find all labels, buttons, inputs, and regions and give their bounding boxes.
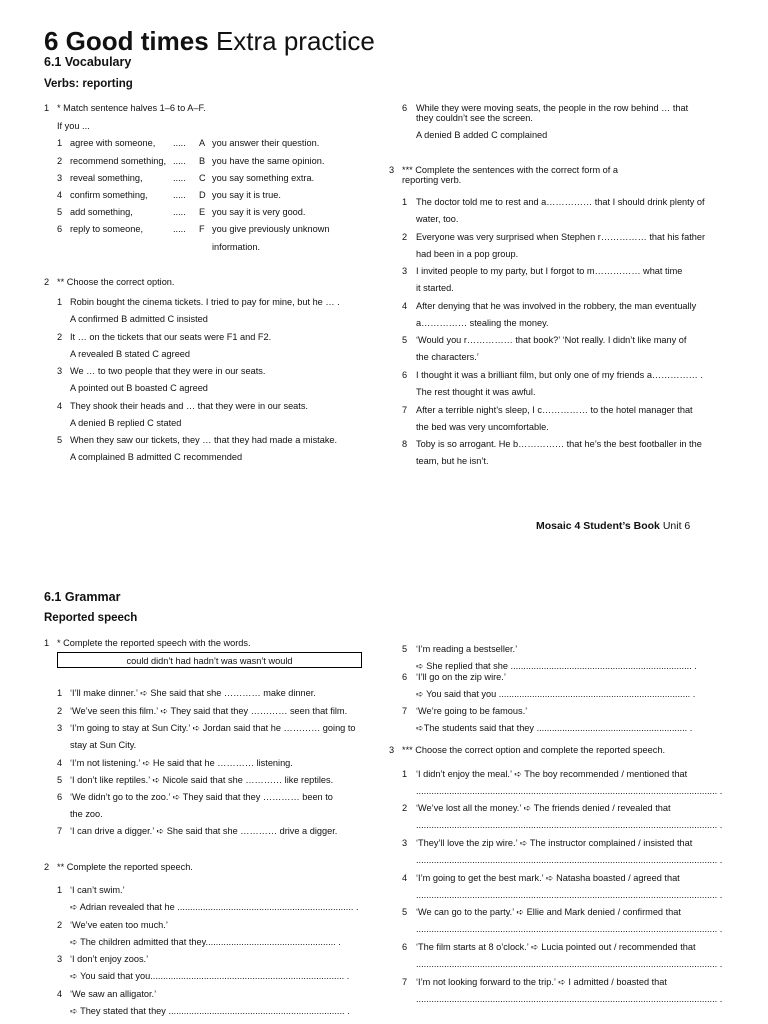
item-number: 7: [57, 826, 63, 836]
item-text: add something,: [70, 207, 133, 217]
item-number: 4: [402, 873, 408, 883]
item-number: 4: [57, 190, 63, 200]
item-options: A denied B added C complained: [416, 130, 548, 140]
word-box: could didn’t had hadn’t was wasn’t would: [57, 652, 362, 668]
ex-number: 1: [44, 638, 50, 648]
item-number: 3: [57, 173, 63, 183]
item-sentence-cont: the bed was very uncomfortable.: [416, 422, 549, 432]
item-number: 2: [57, 332, 63, 342]
item-options: A denied B replied C stated: [70, 418, 182, 428]
answer-blank: .....: [173, 190, 186, 200]
item-number: 1: [402, 197, 408, 207]
item-answer-line: ➪ The children admitted that they................................................... .: [70, 937, 341, 947]
item-answer-line: ➪The students said that they ........................................................... .: [416, 723, 693, 733]
item-sentence: After denying that he was involved in the robbery, the man eventually: [416, 301, 697, 311]
item-sentence: ‘I’m not looking forward to the trip.’ ➪ I admitted / boasted that: [416, 977, 667, 987]
option-letter: E: [199, 207, 206, 217]
item-sentence-cont: team, but he isn’t.: [416, 456, 489, 466]
item-sentence: ‘We’ve lost all the money.’ ➪ The friends denied / revealed that: [416, 803, 671, 813]
page-title: [44, 26, 375, 57]
instruction-cont: reporting verb.: [402, 175, 462, 185]
answer-blank: .....: [173, 224, 186, 234]
item-number: 1: [57, 297, 63, 307]
item-answer-line: ➪ She replied that she ....................................................................... .: [416, 661, 697, 671]
option-text: you say it is very good.: [212, 207, 306, 217]
item-sentence: ‘I’m going to get the best mark.’ ➪ Natasha boasted / agreed that: [416, 873, 680, 883]
answer-blank: .....: [173, 173, 186, 183]
item-number: 4: [57, 401, 63, 411]
item-number: 1: [57, 138, 63, 148]
item-options: A pointed out B boasted C agreed: [70, 383, 208, 393]
option-letter: F: [199, 224, 205, 234]
item-sentence: Toby is so arrogant. He b…………… that he’s the best footballer in the: [416, 439, 702, 449]
item-question: While they were moving seats, the people in the row behind … that: [416, 103, 689, 113]
option-text: you have the same opinion.: [212, 156, 325, 166]
answer-line: ...................................................................................................................... .: [416, 994, 723, 1004]
ex-number: 3: [389, 745, 395, 755]
answer-blank: .....: [173, 156, 186, 166]
item-sentence: ‘Would you r…………… that book?’ ‘Not really. I didn’t like many of: [416, 335, 687, 345]
item-number: 5: [57, 775, 63, 785]
item-sentence: After a terrible night’s sleep, I c…………… to the hotel manager that: [416, 405, 693, 415]
item-sentence: ‘I can drive a digger.’ ➪ She said that she ………… drive a digger.: [70, 826, 338, 836]
vocab-heading: 6.1 Vocabulary: [44, 55, 132, 69]
ex-number: 2: [44, 277, 50, 287]
item-sentence-cont: the zoo.: [70, 809, 103, 819]
item-quote: ‘We’re going to be famous.’: [416, 706, 528, 716]
answer-line: ...................................................................................................................... .: [416, 820, 723, 830]
item-number: 8: [402, 439, 408, 449]
item-number: 5: [57, 207, 63, 217]
item-sentence-cont: the characters.’: [416, 352, 479, 362]
item-number: 5: [57, 435, 63, 445]
item-quote: ‘I can’t swim.’: [70, 885, 125, 895]
item-sentence: ‘They’ll love the zip wire.’ ➪ The instructor complained / insisted that: [416, 838, 693, 848]
item-answer-line: ➪ They stated that they ..................................................................... .: [70, 1006, 350, 1016]
item-quote: ‘We saw an alligator.’: [70, 989, 157, 999]
item-question: It … on the tickets that our seats were F1 and F2.: [70, 332, 272, 342]
instruction: ** Choose the correct option.: [57, 277, 175, 287]
vocab-subheading: Verbs: reporting: [44, 78, 133, 90]
item-question: Robin bought the cinema tickets. I tried to pay for mine, but he … .: [70, 297, 340, 307]
item-sentence: ‘I’m going to stay at Sun City.’ ➪ Jordan said that he ………… going to: [70, 723, 356, 733]
ex-number: 1: [44, 103, 50, 113]
item-sentence: I invited people to my party, but I forgot to m…………… what time: [416, 266, 683, 276]
item-question: We … to two people that they were in our seats.: [70, 366, 266, 376]
item-sentence: ‘The film starts at 8 o’clock.’ ➪ Lucia pointed out / recommended that: [416, 942, 696, 952]
item-text: recommend something,: [70, 156, 167, 166]
item-quote: ‘I’m reading a bestseller.’: [416, 644, 518, 654]
item-number: 6: [402, 942, 408, 952]
item-number: 3: [57, 954, 63, 964]
answer-line: ...................................................................................................................... .: [416, 924, 723, 934]
footer: [536, 520, 690, 532]
item-answer-line: ➪ Adrian revealed that he ..................................................................... .: [70, 902, 359, 912]
item-number: 6: [402, 370, 408, 380]
item-number: 4: [57, 758, 63, 768]
item-sentence: ‘We’ve seen this film.’ ➪ They said that they ………… seen that film.: [70, 706, 348, 716]
instruction: * Match sentence halves 1–6 to A–F.: [57, 103, 206, 113]
item-sentence: Everyone was very surprised when Stephen r…………… that his father: [416, 232, 706, 242]
item-text: reply to someone,: [70, 224, 144, 234]
item-options: A confirmed B admitted C insisted: [70, 314, 208, 324]
item-sentence: ‘I’ll make dinner.’ ➪ She said that she ………… make dinner.: [70, 688, 316, 698]
item-number: 2: [57, 920, 63, 930]
item-sentence-cont: a…………… stealing the money.: [416, 318, 549, 328]
title-bold: 6 Good times: [44, 26, 209, 56]
grammar-subheading: Reported speech: [44, 612, 138, 624]
answer-blank: .....: [173, 207, 186, 217]
item-quote: ‘I don’t enjoy zoos.’: [70, 954, 149, 964]
item-number: 1: [57, 885, 63, 895]
option-letter: A: [199, 138, 206, 148]
item-question: When they saw our tickets, they … that they had made a mistake.: [70, 435, 338, 445]
item-sentence-cont: stay at Sun City.: [70, 740, 137, 750]
match-continuation: information.: [212, 242, 261, 252]
item-text: reveal something,: [70, 173, 143, 183]
item-number: 6: [402, 672, 408, 682]
item-sentence: ‘We can go to the party.’ ➪ Ellie and Mark denied / confirmed that: [416, 907, 681, 917]
item-number: 7: [402, 405, 408, 415]
item-sentence-cont: had been in a pop group.: [416, 249, 519, 259]
item-quote: ‘I’ll go on the zip wire.’: [416, 672, 506, 682]
item-sentence: ‘I’m not listening.’ ➪ He said that he ………… listening.: [70, 758, 293, 768]
item-question: They shook their heads and … that they were in our seats.: [70, 401, 308, 411]
item-number: 4: [402, 301, 408, 311]
answer-line: ...................................................................................................................... .: [416, 890, 723, 900]
item-number: 1: [57, 688, 63, 698]
item-number: 3: [57, 723, 63, 733]
item-quote: ‘We’ve eaten too much.’: [70, 920, 168, 930]
instruction: ** Complete the reported speech.: [57, 862, 193, 872]
book-name: Mosaic 4 Student’s Book: [536, 520, 660, 532]
option-letter: C: [199, 173, 206, 183]
item-sentence: ‘We didn’t go to the zoo.’ ➪ They said that they ………… been to: [70, 792, 333, 802]
answer-line: ...................................................................................................................... .: [416, 959, 723, 969]
item-number: 3: [402, 838, 408, 848]
item-number: 6: [57, 224, 63, 234]
item-number: 1: [402, 769, 408, 779]
item-options: A complained B admitted C recommended: [70, 452, 243, 462]
item-sentence-cont: water, too.: [416, 214, 459, 224]
ex-number: 3: [389, 165, 395, 175]
item-number: 2: [402, 232, 408, 242]
instruction: *** Choose the correct option and complete the reported speech.: [402, 745, 666, 755]
item-options: A revealed B stated C agreed: [70, 349, 191, 359]
item-number: 3: [57, 366, 63, 376]
option-text: you say it is true.: [212, 190, 281, 200]
option-text: you give previously unknown: [212, 224, 330, 234]
item-number: 2: [402, 803, 408, 813]
option-letter: D: [199, 190, 206, 200]
item-sentence-cont: The rest thought it was awful.: [416, 387, 536, 397]
answer-line: ...................................................................................................................... .: [416, 786, 723, 796]
answer-blank: .....: [173, 138, 186, 148]
unit-label: Unit 6: [662, 520, 691, 532]
ex-number: 2: [44, 862, 50, 872]
item-sentence: ‘I don’t like reptiles.’ ➪ Nicole said that she ………… like reptiles.: [70, 775, 334, 785]
item-text: confirm something,: [70, 190, 148, 200]
item-sentence: I thought it was a brilliant film, but only one of my friends a…………… .: [416, 370, 703, 380]
grammar-heading: 6.1 Grammar: [44, 590, 121, 604]
item-number: 5: [402, 907, 408, 917]
item-answer-line: ➪ You said that you............................................................................ .: [70, 971, 350, 981]
item-number: 2: [57, 156, 63, 166]
item-question-cont: they couldn’t see the screen.: [416, 113, 533, 123]
item-sentence: The doctor told me to rest and a…………… that I should drink plenty of: [416, 197, 705, 207]
item-number: 2: [57, 706, 63, 716]
option-text: you answer their question.: [212, 138, 320, 148]
item-number: 6: [402, 103, 408, 113]
instruction: * Complete the reported speech with the words.: [57, 638, 251, 648]
item-answer-line: ➪ You said that you ........................................................................... .: [416, 689, 696, 699]
answer-line: ...................................................................................................................... .: [416, 855, 723, 865]
item-number: 3: [402, 266, 408, 276]
item-number: 6: [57, 792, 63, 802]
item-number: 4: [57, 989, 63, 999]
item-number: 5: [402, 335, 408, 345]
item-number: 5: [402, 644, 408, 654]
option-letter: B: [199, 156, 206, 166]
item-sentence-cont: it started.: [416, 283, 454, 293]
intro: If you ...: [57, 121, 90, 131]
item-number: 7: [402, 706, 408, 716]
option-text: you say something extra.: [212, 173, 315, 183]
item-sentence: ‘I didn’t enjoy the meal.’ ➪ The boy recommended / mentioned that: [416, 769, 688, 779]
title-rest: Extra practice: [215, 26, 375, 56]
item-text: agree with someone,: [70, 138, 156, 148]
instruction: *** Complete the sentences with the correct form of a: [402, 165, 619, 175]
item-number: 7: [402, 977, 408, 987]
